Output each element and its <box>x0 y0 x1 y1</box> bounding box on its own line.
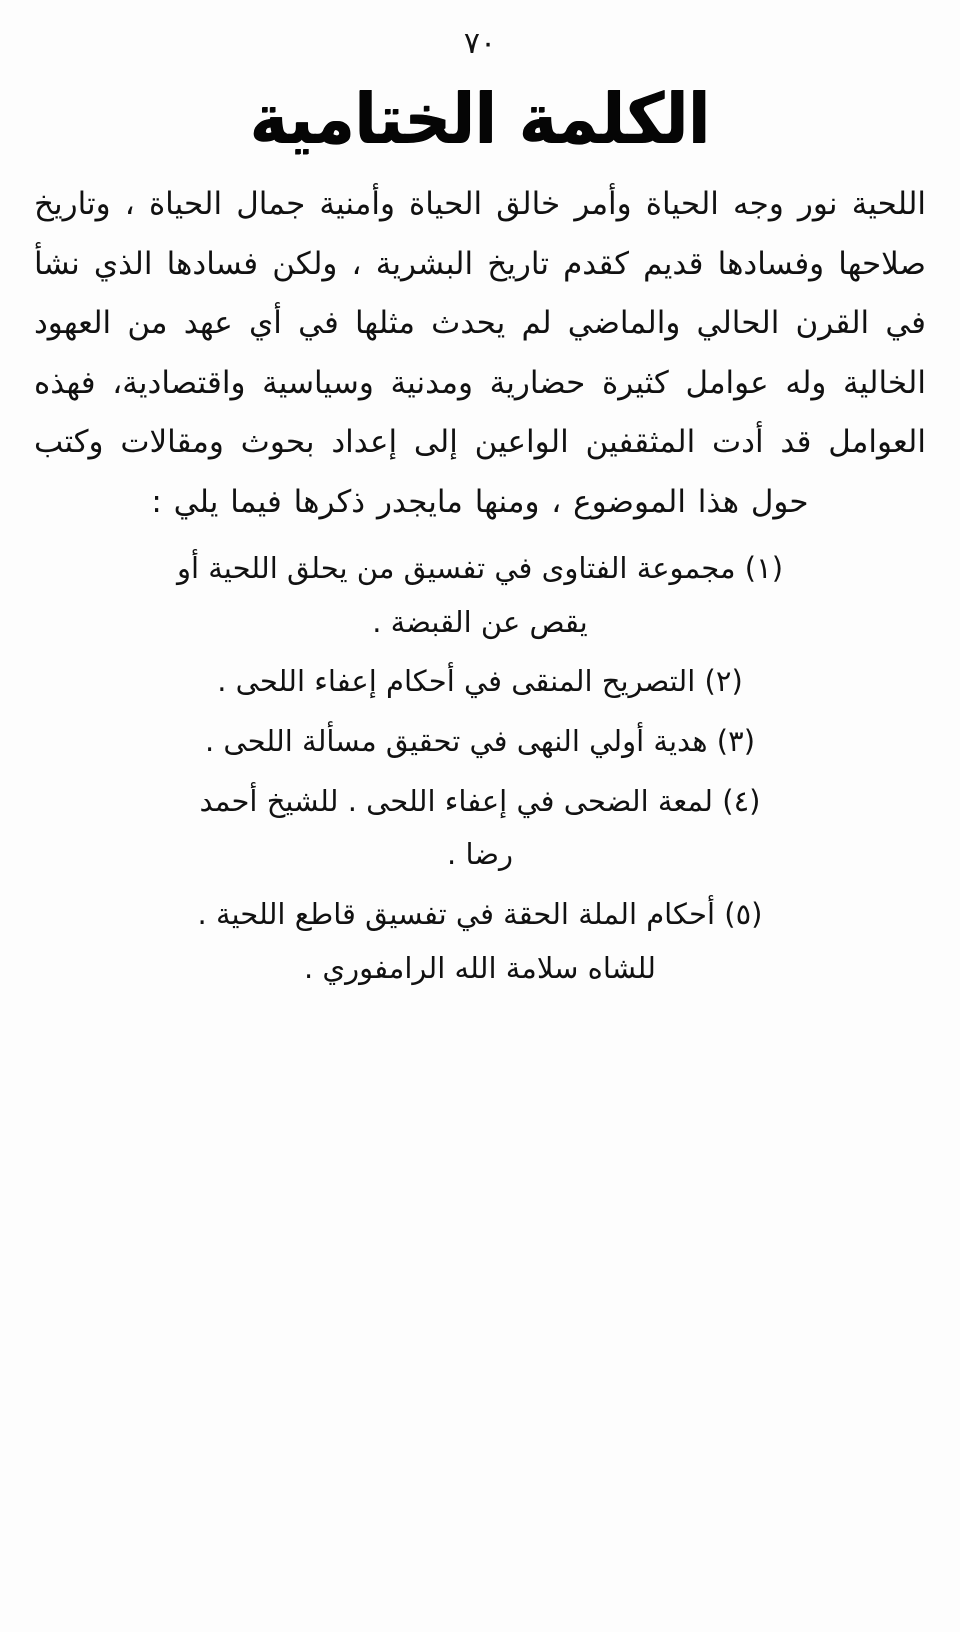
list-item-text-continued: رضا . <box>447 837 513 872</box>
list-item-marker: (٢) <box>704 664 743 699</box>
list-item-text: التصريح المنقى في أحكام إعفاء اللحى . <box>217 664 696 699</box>
list-item-marker: (٥) <box>724 896 763 931</box>
list-item <box>32 542 928 649</box>
list-item-text-continued: للشاه سلامة الله الرامفوري . <box>304 950 656 985</box>
list-item-text: هدية أولي النهى في تحقيق مسألة اللحى . <box>204 724 708 759</box>
list-item-text: مجموعة الفتاوى في تفسيق من يحلق اللحية أو <box>176 551 736 586</box>
list-item-marker: (١) <box>744 551 784 586</box>
list-item <box>32 715 928 769</box>
list-item-text: أحكام الملة الحقة في تفسيق قاطع اللحية . <box>197 896 716 931</box>
numbered-list <box>32 542 928 995</box>
list-item-text-continued: يقص عن القبضة . <box>372 604 588 639</box>
list-item <box>32 888 928 995</box>
list-item-marker: (٣) <box>716 724 756 759</box>
body-paragraph: اللحية نور وجه الحياة وأمر خالق الحياة وأمنية جمال الحياة ، وتاريخ صلاحها وفسادها قديم كقدم تاريخ البشرية ، ولكن فسادها الذي نشأ في القرن الحالي والماضي لم يحدث مثلها في أي عهد من العهود الخالية وله عوامل كثيرة حضارية ومدنية وسياسية واقتصادية، فهذه العوامل قد أدت المثقفين الواعين إلى إعداد بحوث ومقالات وكتب حول هذا الموضوع ، ومنها مايجدر ذكرها فيما يلي : <box>34 186 926 520</box>
page-number: ٧٠ <box>463 26 497 61</box>
list-item <box>32 655 928 709</box>
list-item <box>32 775 928 882</box>
list-item-text: لمعة الضحى في إعفاء اللحى . للشيخ أحمد <box>199 783 714 818</box>
page-title: الكلمة الختامية <box>249 80 711 160</box>
list-item-marker: (٤) <box>722 783 761 818</box>
